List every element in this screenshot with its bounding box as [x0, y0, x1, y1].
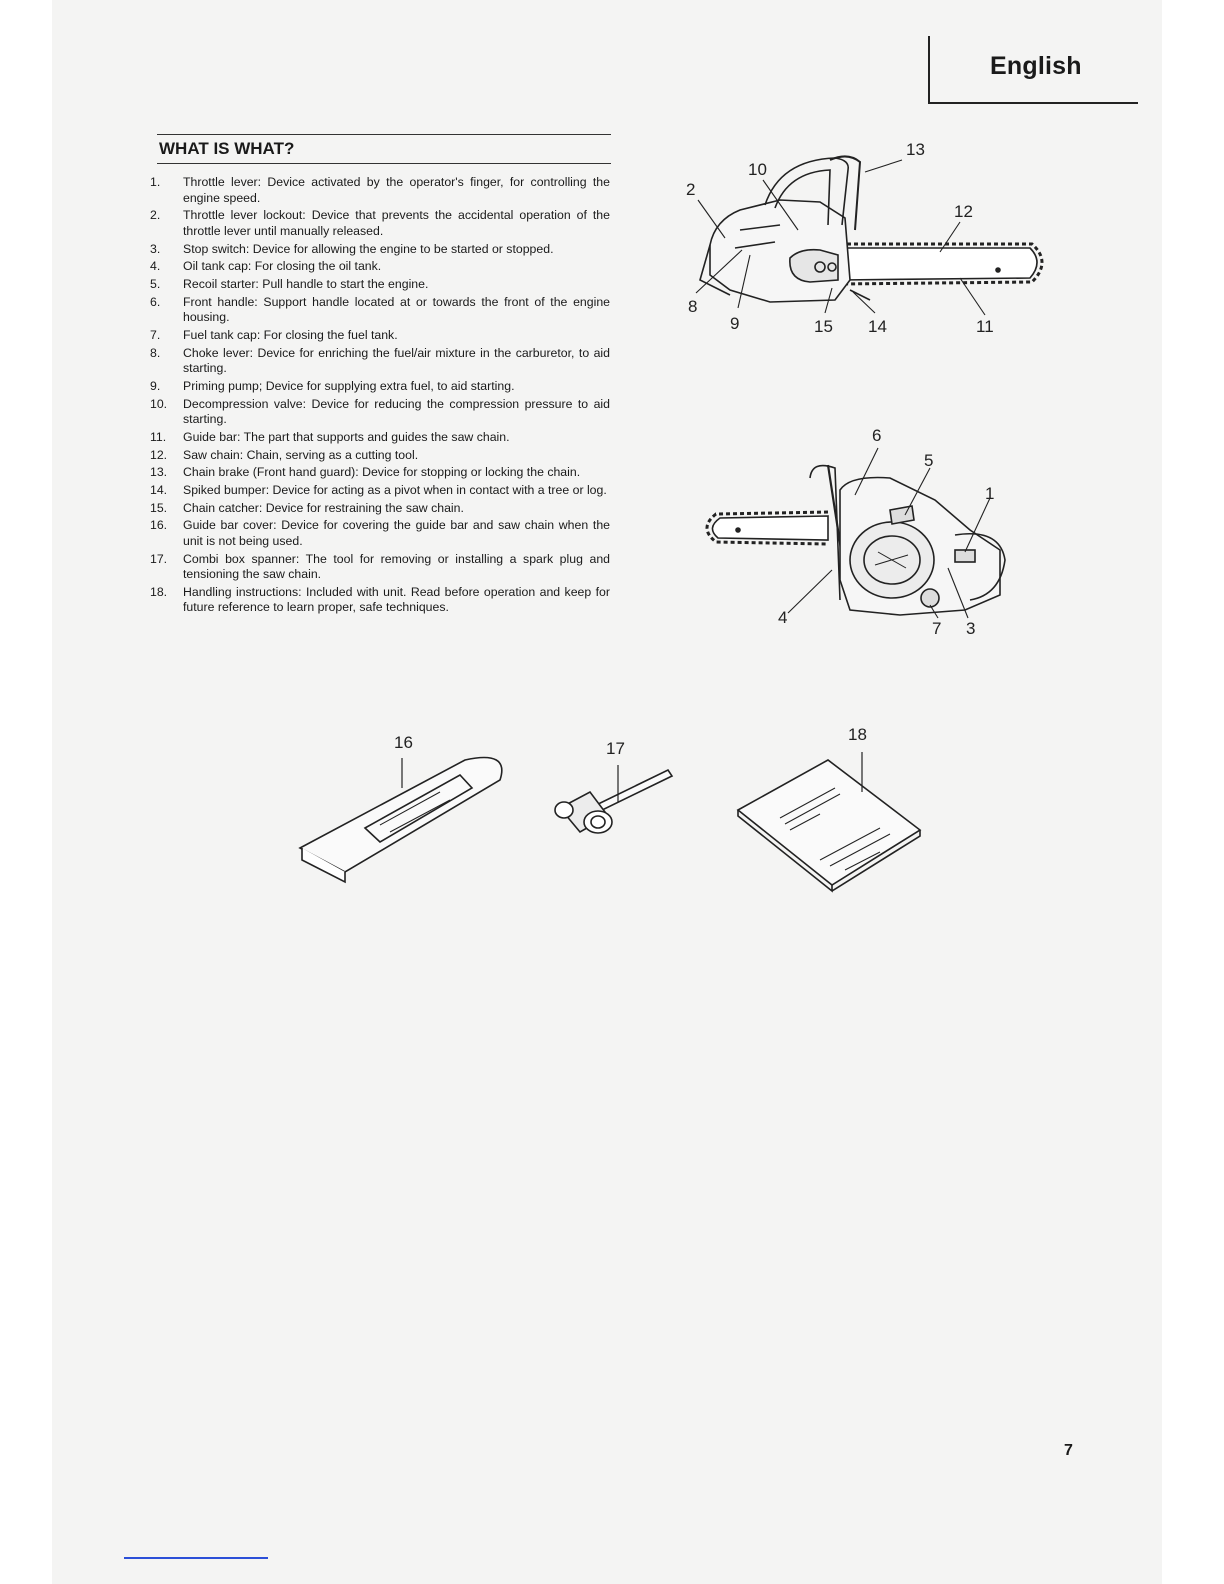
callout-6: 6: [872, 426, 882, 445]
list-item: [150, 208, 610, 239]
callout-10: 10: [748, 160, 767, 179]
item-number: 1.: [150, 175, 161, 189]
callout-14: 14: [868, 317, 887, 336]
item-number: 10.: [150, 396, 168, 411]
item-number: 17.: [150, 551, 168, 566]
item-number: 6.: [150, 294, 161, 309]
list-item: [150, 295, 610, 326]
item-number: 8.: [150, 345, 161, 360]
callout-7: 7: [932, 619, 942, 638]
list-item: [150, 259, 610, 275]
item-text: Chain catcher: Device for restraining the saw chain.: [183, 500, 464, 515]
item-text: Decompression valve: Device for reducing the compression pressure to aid starting.: [183, 396, 610, 427]
callout-5: 5: [924, 451, 934, 470]
callout-15: 15: [814, 317, 833, 336]
item-text: Chain brake (Front hand guard): Device for stopping or locking the chain.: [183, 465, 581, 480]
item-text: Saw chain: Chain, serving as a cutting tool.: [183, 447, 419, 462]
item-text: Throttle lever: Device activated by the operator's finger, for controlling the engine speed.: [183, 175, 610, 205]
section-title: WHAT IS WHAT?: [159, 139, 295, 158]
item-number: 12.: [150, 447, 168, 462]
item-number: 11.: [150, 429, 167, 444]
item-text: Guide bar cover: Device for covering the guide bar and saw chain when the unit is not being used.: [183, 518, 610, 548]
section-header: [157, 134, 611, 164]
item-text: Fuel tank cap: For closing the fuel tank.: [183, 327, 398, 342]
callout-12: 12: [954, 202, 973, 221]
chainsaw-opposite-view-figure: [700, 420, 1040, 645]
item-number: 4.: [150, 259, 161, 274]
callout-17: 17: [606, 739, 625, 758]
parts-list: [150, 175, 610, 618]
item-text: Recoil starter: Pull handle to start the engine.: [183, 276, 429, 291]
list-item: [150, 277, 610, 293]
item-number: 14.: [150, 482, 168, 497]
list-item: [150, 448, 610, 464]
list-item: [150, 328, 610, 344]
item-number: 3.: [150, 241, 161, 256]
item-text: Handling instructions: Included with unit. Read before operation and keep for future reference to learn proper, safe techniques.: [183, 584, 610, 615]
box-spanner-drawing: [555, 770, 672, 833]
list-item: [150, 397, 610, 428]
item-text: Guide bar: The part that supports and guides the saw chain.: [183, 429, 510, 444]
list-item: [150, 585, 610, 616]
callout-4: 4: [778, 608, 788, 627]
list-item: [150, 346, 610, 377]
callout-11: 11: [976, 317, 994, 336]
item-text: Combi box spanner: The tool for removing or installing a spark plug and tensioning the saw chain.: [183, 551, 610, 582]
item-text: Oil tank cap: For closing the oil tank.: [183, 259, 382, 274]
item-number: 13.: [150, 465, 168, 480]
item-text: Stop switch: Device for allowing the engine to be started or stopped.: [183, 241, 554, 256]
list-item: [150, 518, 610, 549]
item-text: Front handle: Support handle located at or towards the front of the engine housing.: [183, 294, 610, 325]
handling-instructions-drawing: [738, 760, 920, 891]
item-text: Throttle lever lockout: Device that prevents the accidental operation of the throttle lever until manually released.: [183, 208, 610, 238]
item-number: 7.: [150, 327, 161, 342]
item-number: 16.: [150, 518, 168, 533]
item-text: Priming pump; Device for supplying extra fuel, to aid starting.: [183, 378, 515, 393]
page-number: 7: [1064, 1442, 1073, 1459]
guide-bar-cover-drawing: [300, 758, 502, 883]
chainsaw-side-view-figure: [670, 130, 1070, 345]
item-number: 18.: [150, 584, 168, 599]
callout-13: 13: [906, 140, 925, 159]
footer-link-underline[interactable]: [124, 1557, 268, 1559]
list-item: [150, 242, 610, 258]
language-tab: [928, 36, 1138, 104]
item-number: 2.: [150, 208, 161, 223]
callout-8: 8: [688, 297, 698, 316]
callout-9: 9: [730, 314, 740, 333]
language-label: English: [990, 52, 1082, 80]
callout-16: 16: [394, 733, 413, 752]
callout-1: 1: [985, 484, 995, 503]
callout-18: 18: [848, 725, 867, 744]
item-number: 9.: [150, 378, 161, 393]
callout-2: 2: [686, 180, 696, 199]
list-item: [150, 552, 610, 583]
callout-3: 3: [966, 619, 976, 638]
list-item: [150, 465, 610, 481]
list-item: [150, 483, 610, 499]
item-text: Spiked bumper: Device for acting as a pivot when in contact with a tree or log.: [183, 482, 607, 497]
list-item: [150, 430, 610, 446]
list-item: [150, 175, 610, 206]
item-number: 15.: [150, 500, 168, 515]
list-item: [150, 379, 610, 395]
accessories-figure: [290, 720, 940, 900]
list-item: [150, 501, 610, 517]
item-text: Choke lever: Device for enriching the fuel/air mixture in the carburetor, to aid starting.: [183, 345, 610, 376]
item-number: 5.: [150, 276, 161, 291]
